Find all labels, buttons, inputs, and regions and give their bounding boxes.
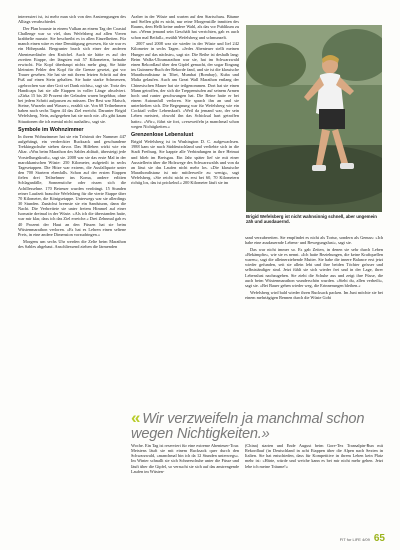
paragraph: sand verzubereiten. Sie empfindet es nicht als Tortur, sondern als Genuss: »Ich habe eine ausdauernde Lebens- und Bewegungslust«, sagt sie. [245,235,383,246]
paragraph: Brigid Wefelsberg ist in Washington D. C. aufgewachsen. 1988 kam sie nach Süddeutschland und verliebte sich in die Stadt Freiburg. Sie kappte alle Verbindungen in ihre Heimat und blieb im Breisgau. Ein Jahr später lief sie mit einer Ausstellerin über die Holzwege des Schwarzwalds und von da an lässt sie das Laufen nicht mehr los. »Die klassische Marathondistanz ist mir mittlerweile zu wenig«, sagt Wefelsberg. »Sie reicht nicht es erst bei 60, 70 Kilometern richtig los, das ist prickelnd.« 200 Kilometer läuft sie im [131,139,239,186]
pull-quote-text: Wir verzweifeln ja manchmal schon wegen Nichtigkeiten.» [131,411,365,442]
article-column-3-bottom [245,443,383,514]
paragraph: interessiert ist, ist mehr man sich von den Anstrengungen des Alltags verabschiedet. [18,14,126,25]
article-column-2 [131,14,239,409]
paragraph: (China) starten und Ende August beim Gore-Tex Transalpin-Run mit Rekordlauf (in Deutschland in acht Etappen über die Alpen nach Sexten in Italien. Sie hat entschieden, dass für Kompetitive in ihrem Leben kein Platz mehr ist: »Härte, würde und weiche kann es bei mir nicht mehr gehen. Jetzt lebe ich meine Träume!« [245,443,383,469]
article-column-2-bottom [131,443,239,514]
photo-caption [246,214,382,225]
pull-quote [131,408,384,442]
paragraph: Wefelsberg wird bald wieder ihren Rucksack packen. Im Juni möchte sie bei einem mehrtägigen Rennen durch die Wüste Gobi [245,289,383,300]
quote-mark: « [131,408,141,427]
paragraph: Das war nicht immer so. Es gab Zeiten, in denen sie sehr durch Leben »Bekämpfte«, wie sie es nennt. »Ich hatte Beziehungen, die keine Kraftquellen waren«, sagt die alleinerziehende Mutter. Sie habe die innere Balance erst jetzt wieder gefunden, seit sie allein lebt und ihre beiden Töchter grösser und selbstständiger sind. Jetzt fühlt sie sich wieder frei und in der Lage, ihrer Lebenslust nachzugehen. Sie zieht die Schuhe aus und zeigt ihre Füsse, die auch beim Wüstenmarathon wunderschön wurden. »Sieht du, allen verheilt«, sagt sie. »Bei Bauer gehen wieder weg, die Erinnerungen bleiben.« [245,246,383,288]
paragraph: Araber in der Wüste und warten auf den Startschuss. Bäume und Stellen gibt es nicht, nur reine Morgenstille inmitten des Raums, dem Hellt keine andere Wahl, als das vor Publikum zu tun. »Wenn jemand sein Geschäft hat verrichten, gab es auch schon mal Beifall«, erzählt Wefelsberg und schmunzelt. [131,14,239,40]
section-heading: Symbole im Wohnzimmer [18,126,84,133]
paragraph: Der Plan brauste in einem Vulkan an einem Tag der Coastal Challenge war so viel, dass Wefelsberg auf allen Vieren krabbelte musste. Sie beschreibt es in allen Einzelheiten. Für manch einen wäre es eine Demütigung gewesen, für sie war es ein Höhepunkt. Bergrunter brach sich einer der anderen Abenteuerläufer den Knöchel. Auch sie hätte es auf der zweiten Etappe, der längsten mit 57 Kilometern, beinahe erwischt. Für Kopf überhaupt nichts mehr ging. Sie hätte kleinsten Fehler den Kopf für die Grenze gesetzt, gut vor Trauer gesehen. Sie hat sie mit ihrem letzten Schritt auf den Fuß auf einen Stein gehalten. Sie hatte starke Schmerzen, »gebrochen war aber Gott sei Dank nichts«, sagt sie. Trotz des Handicaps hat sie alle Etappen in voller Länge absolviert. »Zirka 15 bis 20 Prozent der Gelaufen waren begehbar, ohne bei jedem Schritt aufpassen zu müssen. Der Rest war Matsch, Steine, Wurzeln und Wasser«, erzählt sie. Von 68 Teilnehmern haben nach sechs Tagen 44 das Ziel erreicht. Darunter Brigid Wefelsberg. Nein, aufgegeben hat sie noch nie. »Es gibt kaum Situationen die ich mental nicht aushalte«, sagt sie. [18,25,126,124]
page-footer [340,533,385,544]
page-number: 65 [373,533,385,544]
runner-illustration [246,25,382,212]
paragraph: In ihrem Wohnzimmer hat sie ein Tröstmit der Nummer 447 aufgehängt, ein verdreckter Rucksack und geschundene Trekkingschuhe stehen davor. Das Hilfeben wirkt wie ein Altar. »Was beim Marathon des Sables abläuft, übersteigt jede Vorstellungskraft«, sagt sie. 2008 war sie das erste Mal in der marokkanischen Wüste: 250 Kilometer, aufgeteilt in sechs Tagesetappen. Die Hitze war extrem, die Ausfallquote unter den 700 Startern ebenfalls. Schon auf der ersten Etappen fielen drei Teilnehmer ins Koma, andere erlitten Schlaganfälle, Sonnenstiche oder rissen sich die Achillessehne. 170 Betreuer wurden verdrängt. 15 Stunden reiner Laufzeit brauchte Wefelsberg für die vierte Etappe über 70 Kilometer, die Königsetappe. Unterwegs war sie allerdings 30 Stunden. Zunächst bremste sie ein Sandsturm, dann die Nacht. Die Verbreitete sie unter freiem Himmel auf einer Isomatte dreimal in der Wüste. »Als ich die überstanden hatte, war mir klar, dass ich das Ziel erreiche.« Drei Zehnmal gab es 40 Prozent der Haut an den Füssen hat sie beim Wüstenmarathon verloren. »Es hat es Lehren einen seltene Preis, in eine andere Dimension vorzudringen.« [18,133,126,237]
article-column-1 [18,14,126,514]
caption-bold: Brigid Wefelsberg ist nicht wahnsinnig schnell, aber ungemein zäh und ausdauernd. [246,214,377,225]
runner-photo [246,25,382,212]
section-heading: Grenzenlose Lebenslust [131,131,194,138]
paragraph: Morgens um sechs Uhr werden die Zelte beim Marathon des Sables abgebaut. Anschliessend ziehen die lärmenden [18,238,126,249]
paragraph: Woche. Ein Tag ist reserviert für eine extreme Abenteuer-Tour. Meistens läuft sie mit einem Rucksack quer durch den Schwarzwald, »manchmal bin ich da 12 Stunden unterwegs«. Im Winter schnallt sie sich Schneeschuhe unter die Füsse und läuft über die Gipfel, so versucht sie sich auf das anstrengende Laufen im Wüsten- [131,443,239,474]
paragraph: 2007 und 2008 war sie wieder in der Wüste und lief 242 Kilometer in sechs Tagen. »Jedes Abenteuer stellt meinen Hunger auf das nächste«, sagt sie. Die Reihe ist deshalb lang: Beim Walks-Ultramarathon war sie, hat im Schwarzwald einen Rekordlauf über den Gipfel gemacht, der sogar Eingang ins Guinness-Buch der Rekorde fand, und sie ist die klassische Marathondistanz in Tibet, Mumbai (Bombay), Kuba und Malta gelaufen. Auch am Great Wall Marathon entlang der Chinesischen Mauer hat sie teilgenommen. Dort hat sie einen Mann getroffen, der sich die Treppenstufen auf seinem Armen hoch und runter geschwungen hat. Die Beine hatte er bei einem Autounfall verloren. Sie sprach ihn an und sie unterhielten sich. Die Begegnung war für Wefelsberg wie ein Cocktail voller Lebenskraft. »Weil da jemand war, der sein Leben meistert, obwohl ihn das Schicksal hart getroffen hatte«. »Wir«, führt sie fort, »verzweifeln ja manchmal schon wegen Nichtigkeiten.« [131,41,239,129]
magazine-name: FIT for LIFE 4/09 [339,537,370,542]
article-column-3 [245,235,383,407]
